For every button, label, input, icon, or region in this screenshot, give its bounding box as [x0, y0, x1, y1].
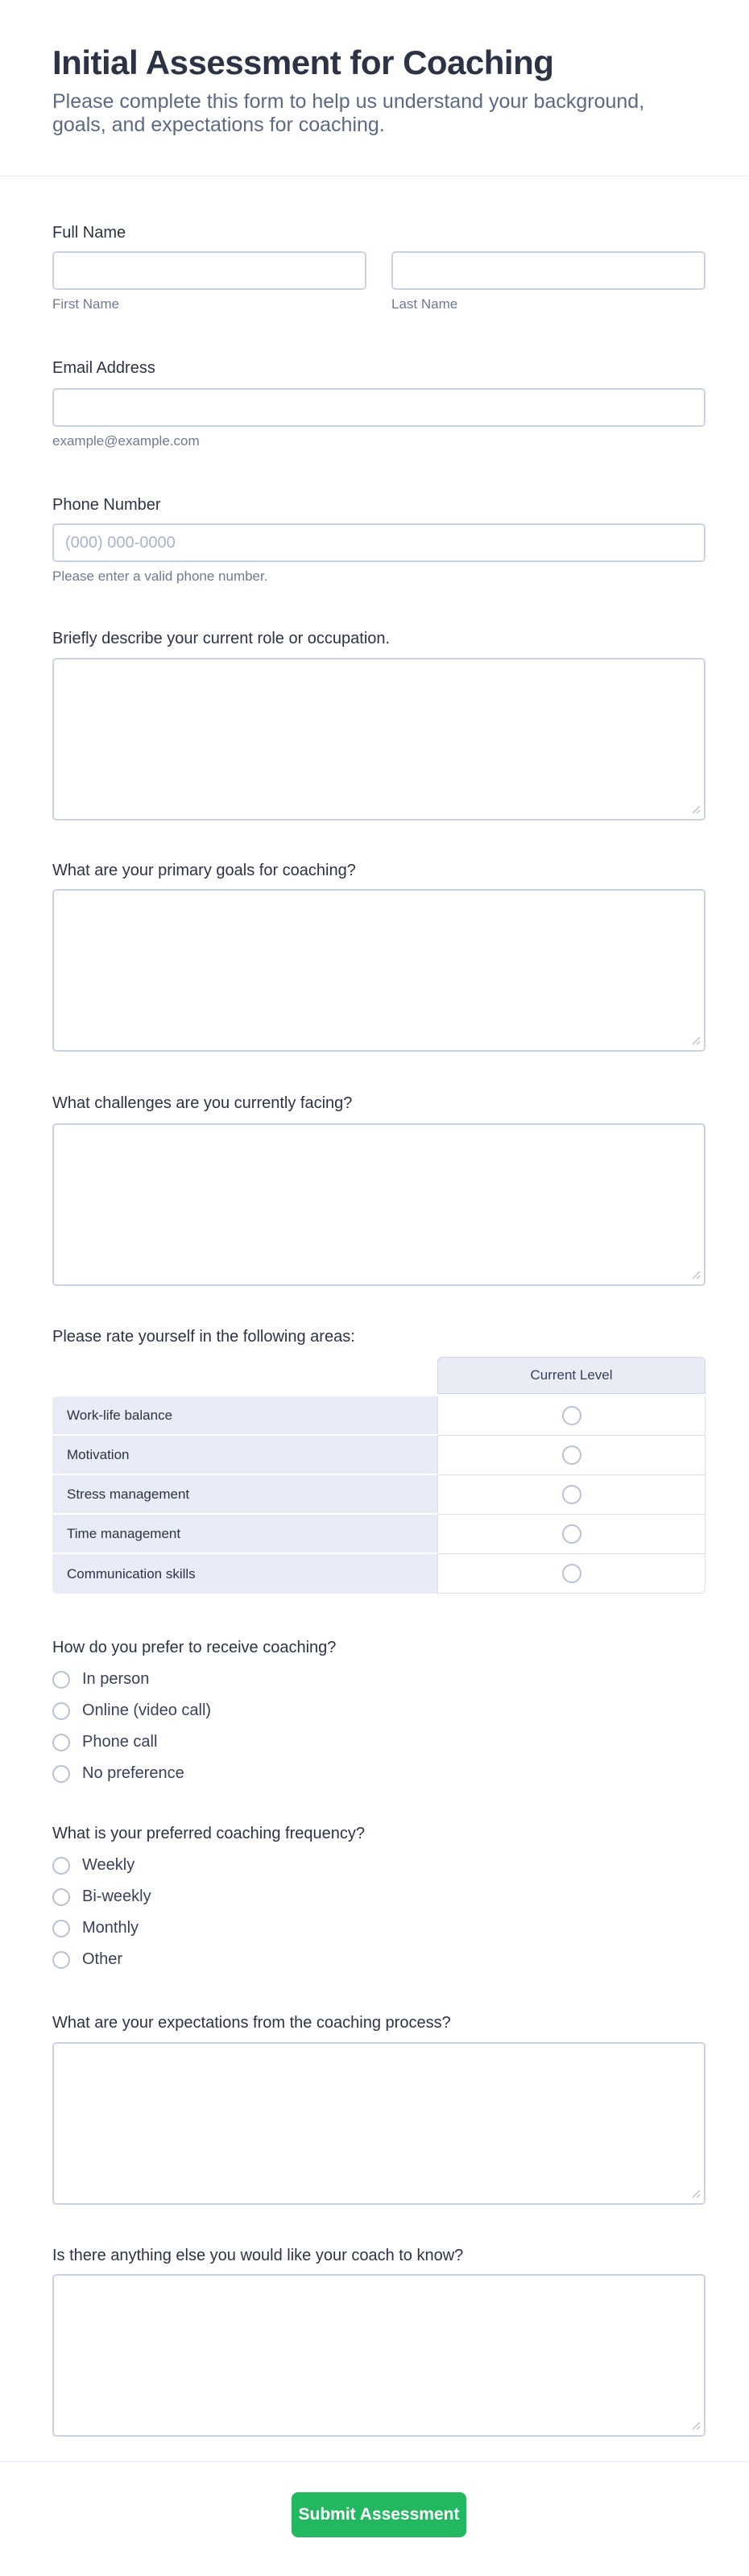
challenges-question-label: What challenges are you currently facing? [52, 1094, 353, 1112]
radio-icon[interactable] [52, 1702, 70, 1720]
rating-column-header: Current Level [437, 1357, 706, 1394]
first-name-input[interactable] [52, 251, 366, 290]
option-label: Phone call [82, 1733, 158, 1751]
radio-icon[interactable] [52, 1920, 70, 1937]
option-label: In person [82, 1670, 150, 1688]
radio-icon[interactable] [52, 1888, 70, 1906]
frequency-options [52, 1850, 706, 1975]
form-header [0, 0, 749, 176]
option-label: Bi-weekly [82, 1888, 151, 1905]
page-subtitle: Please complete this form to help us understand your background, goals, and expectations for coaching. [52, 90, 645, 136]
phone-label: Phone Number [52, 496, 161, 514]
option-label: Monthly [82, 1919, 139, 1937]
radio-option-in-person[interactable] [52, 1664, 706, 1695]
expectations-question-label: What are your expectations from the coaching process? [52, 2014, 451, 2032]
rating-row-label: Stress management [52, 1475, 437, 1515]
last-name-input[interactable] [391, 251, 706, 290]
goals-textarea[interactable] [52, 889, 706, 1052]
rating-radio-time-management[interactable] [562, 1524, 581, 1544]
frequency-question-label: What is your preferred coaching frequency? [52, 1825, 365, 1842]
option-label: Weekly [82, 1856, 135, 1874]
email-input[interactable] [52, 388, 706, 427]
anything-else-textarea[interactable] [52, 2274, 706, 2437]
rating-cell [437, 1396, 706, 1436]
radio-option-monthly[interactable] [52, 1912, 706, 1944]
rating-radio-stress-management[interactable] [562, 1485, 581, 1504]
email-label: Email Address [52, 359, 155, 377]
radio-icon[interactable] [52, 1765, 70, 1783]
last-name-sublabel: Last Name [391, 296, 458, 312]
option-label: No preference [82, 1764, 184, 1782]
goals-question-label: What are your primary goals for coaching? [52, 862, 356, 879]
rating-cell [437, 1436, 706, 1475]
rating-cell [437, 1554, 706, 1594]
option-label: Online (video call) [82, 1701, 212, 1719]
option-label: Other [82, 1950, 123, 1968]
rating-row-label: Motivation [52, 1436, 437, 1475]
rating-radio-motivation[interactable] [562, 1445, 581, 1465]
phone-input[interactable] [52, 523, 706, 562]
email-sublabel: example@example.com [52, 433, 200, 449]
role-textarea[interactable] [52, 658, 706, 821]
rating-radio-communication-skills[interactable] [562, 1564, 581, 1583]
role-question-label: Briefly describe your current role or occupation. [52, 630, 391, 647]
rating-radio-work-life-balance[interactable] [562, 1406, 581, 1425]
radio-icon[interactable] [52, 1951, 70, 1969]
first-name-sublabel: First Name [52, 296, 120, 312]
rating-cell [437, 1475, 706, 1515]
anything-else-question-label: Is there anything else you would like your coach to know? [52, 2247, 464, 2264]
rating-row-label: Communication skills [52, 1554, 437, 1594]
radio-option-phone-call[interactable] [52, 1726, 706, 1758]
rating-row-label: Time management [52, 1515, 437, 1554]
full-name-label: Full Name [52, 224, 126, 242]
rating-row-label: Work-life balance [52, 1396, 437, 1436]
form-body [0, 223, 749, 2437]
expectations-textarea[interactable] [52, 2042, 706, 2205]
rating-question-label: Please rate yourself in the following areas: [52, 1328, 355, 1346]
page-title: Initial Assessment for Coaching [52, 43, 554, 81]
radio-icon[interactable] [52, 1734, 70, 1751]
rating-table [52, 1357, 706, 1594]
radio-option-other[interactable] [52, 1944, 706, 1975]
phone-sublabel: Please enter a valid phone number. [52, 569, 268, 584]
delivery-options [52, 1664, 706, 1789]
radio-option-no-preference[interactable] [52, 1758, 706, 1789]
radio-option-bi-weekly[interactable] [52, 1881, 706, 1912]
delivery-question-label: How do you prefer to receive coaching? [52, 1639, 337, 1656]
submit-button[interactable]: Submit Assessment [292, 2492, 466, 2537]
radio-icon[interactable] [52, 1857, 70, 1875]
full-name-field [52, 251, 706, 312]
submit-row [0, 2462, 749, 2537]
rating-table-corner [52, 1357, 437, 1394]
radio-icon[interactable] [52, 1671, 70, 1689]
challenges-textarea[interactable] [52, 1123, 706, 1286]
radio-option-weekly[interactable] [52, 1850, 706, 1881]
rating-cell [437, 1515, 706, 1554]
radio-option-online-video-call[interactable] [52, 1695, 706, 1726]
